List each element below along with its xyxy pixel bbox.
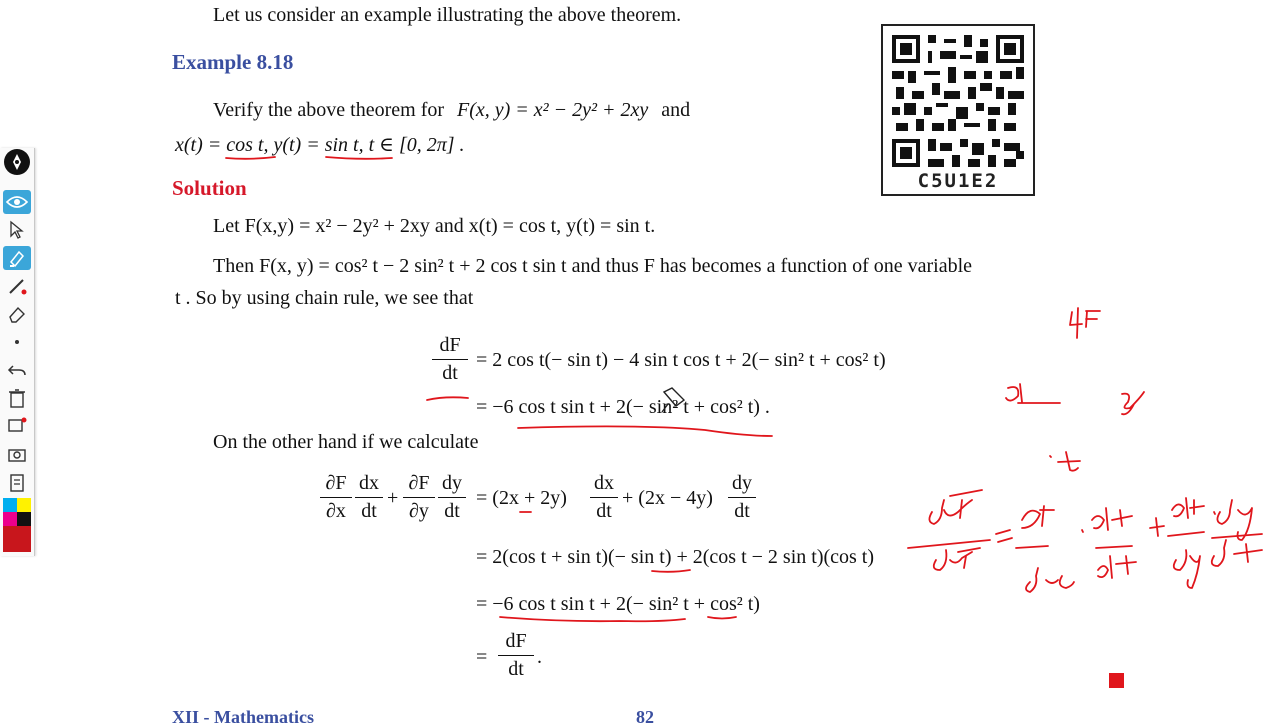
equation2-rhs-mid: + (2x − 4y) bbox=[622, 487, 713, 509]
underline-result bbox=[518, 426, 772, 436]
rhs-dy-dt bbox=[728, 472, 756, 523]
final-dF-dt bbox=[498, 630, 534, 681]
color-swatch-red-selected[interactable] bbox=[3, 526, 31, 552]
fraction-numerator: ∂F bbox=[408, 472, 430, 494]
fraction-numerator: dy bbox=[442, 472, 462, 494]
footer-subject: XII - Mathematics bbox=[172, 707, 314, 727]
underline-sin bbox=[326, 157, 392, 159]
hw-frac-bar-4 bbox=[1168, 532, 1204, 536]
hw-dF-bottom bbox=[934, 548, 980, 570]
pen-cursor-marker bbox=[1109, 673, 1124, 688]
dx-dt-fraction bbox=[355, 472, 383, 523]
underline-dF-dt bbox=[427, 397, 468, 400]
fraction-numerator: dF bbox=[505, 630, 527, 652]
hw-dot-1 bbox=[1082, 530, 1083, 532]
hw-partial-F-2 bbox=[1172, 498, 1204, 518]
note-4 bbox=[1070, 308, 1082, 338]
qr-code-box[interactable] bbox=[881, 24, 1035, 196]
equation2-eqsign: = bbox=[476, 646, 488, 668]
hw-dt-2 bbox=[1212, 540, 1262, 566]
rhs-dx-dt bbox=[590, 472, 618, 523]
partial-F-y bbox=[403, 472, 435, 523]
intro-text: Let us consider an example illustrating the above theorem. bbox=[213, 4, 682, 26]
equation2-rhs-a: = (2x + 2y) bbox=[476, 487, 567, 509]
note-dot bbox=[1050, 456, 1051, 457]
qr-code-icon bbox=[892, 35, 1024, 167]
hw-plus bbox=[1150, 518, 1164, 536]
equation2-line3: = −6 cos t sin t + 2(− sin² t + cos² t) bbox=[476, 593, 760, 615]
hw-equals bbox=[996, 530, 1012, 542]
annotation-toolbar bbox=[0, 148, 35, 556]
fraction-numerator: ∂F bbox=[325, 472, 347, 494]
equation2-line2: = 2(cos t + sin t)(− sin t) + 2(cos t − 2 sin t)(cos t) bbox=[476, 546, 875, 568]
clipboard-icon[interactable] bbox=[3, 470, 31, 494]
fraction-denominator: ∂x bbox=[326, 500, 346, 522]
color-swatch-black[interactable] bbox=[17, 512, 31, 526]
fraction-denominator: dt bbox=[361, 500, 377, 522]
hw-frac-bar-1 bbox=[908, 540, 990, 548]
final-period: . bbox=[537, 646, 542, 668]
note-y bbox=[1122, 392, 1144, 414]
fraction-numerator: dy bbox=[732, 472, 752, 494]
hw-partial-F bbox=[1022, 506, 1054, 528]
line-icon[interactable] bbox=[3, 274, 31, 298]
equation1-line1: = 2 cos t(− sin t) − 4 sin t cos t + 2(− sin² t + cos² t) bbox=[476, 349, 886, 371]
equation1-line2: = −6 cos t sin t + 2(− sin² t + cos² t) . bbox=[476, 396, 770, 418]
hw-dx bbox=[1092, 508, 1132, 530]
let-line: Let F(x,y) = x² − 2y² + 2xy and x(t) = cos t, y(t) = sin t. bbox=[213, 215, 656, 237]
then-line: Then F(x, y) = cos² t − 2 sin² t + 2 cos t sin t and thus F has becomes a function of one variable bbox=[213, 255, 973, 277]
fraction-denominator: dt bbox=[442, 362, 458, 384]
chain-rule-line: t . So by using chain rule, we see that bbox=[175, 287, 474, 309]
verify-text: Verify the above theorem for bbox=[213, 99, 445, 121]
dot-icon[interactable] bbox=[3, 330, 31, 354]
highlighter-icon[interactable] bbox=[3, 246, 31, 270]
fraction-denominator: dt bbox=[596, 500, 612, 522]
and-text: and bbox=[661, 99, 691, 121]
hw-dy bbox=[1217, 500, 1252, 540]
solution-heading: Solution bbox=[172, 176, 247, 200]
underline-line3-a bbox=[500, 617, 685, 621]
plus-sign: + bbox=[387, 487, 399, 509]
partial-F-x bbox=[320, 472, 352, 523]
undo-icon[interactable] bbox=[3, 358, 31, 382]
example-heading: Example 8.18 bbox=[172, 50, 294, 74]
color-swatch-magenta[interactable] bbox=[3, 512, 17, 526]
other-hand-line: On the other hand if we calculate bbox=[213, 431, 479, 453]
camera-icon[interactable] bbox=[3, 442, 31, 466]
select-icon[interactable] bbox=[3, 218, 31, 242]
footer-page-number: 82 bbox=[636, 707, 654, 727]
fraction-denominator: ∂y bbox=[409, 500, 429, 522]
hw-partial-x bbox=[1026, 568, 1074, 592]
underline-cos bbox=[226, 157, 275, 159]
underline-line3-b bbox=[708, 617, 736, 619]
underline-sin-t bbox=[652, 570, 690, 572]
note-F bbox=[1086, 311, 1100, 327]
eraser-icon[interactable] bbox=[3, 302, 31, 326]
hw-frac-bar-5 bbox=[1212, 534, 1262, 538]
parametrization: x(t) = cos t, y(t) = sin t, t ∈ [0, 2π] . bbox=[175, 134, 465, 156]
note-x bbox=[1006, 384, 1060, 403]
hw-dot-2 bbox=[1214, 512, 1215, 514]
fraction-numerator: dx bbox=[359, 472, 379, 494]
fraction-denominator: dt bbox=[508, 658, 524, 680]
qr-code-label: C5U1E2 bbox=[917, 170, 999, 192]
color-swatch-yellow[interactable] bbox=[17, 498, 31, 512]
hw-dF-top bbox=[929, 490, 982, 524]
stamp-icon[interactable] bbox=[3, 414, 31, 438]
fraction-denominator: dt bbox=[444, 500, 460, 522]
hw-frac-bar-3 bbox=[1096, 546, 1132, 548]
hw-partial-y bbox=[1174, 550, 1200, 588]
pen-menu-icon[interactable] bbox=[3, 150, 31, 174]
function-def: F(x, y) = x² − 2y² + 2xy bbox=[457, 99, 649, 121]
fraction-numerator: dF bbox=[439, 334, 461, 356]
color-swatch-cyan[interactable] bbox=[3, 498, 17, 512]
problem-verify bbox=[213, 99, 690, 122]
note-t bbox=[1058, 452, 1080, 471]
fraction-numerator: dx bbox=[594, 472, 614, 494]
fraction-denominator: dt bbox=[734, 500, 750, 522]
eye-icon[interactable] bbox=[3, 190, 31, 214]
dy-dt-fraction bbox=[438, 472, 466, 523]
dF-dt-fraction bbox=[432, 334, 468, 385]
hw-dt-1 bbox=[1098, 556, 1136, 578]
hw-frac-bar-2 bbox=[1016, 546, 1048, 548]
trash-icon[interactable] bbox=[3, 386, 31, 410]
